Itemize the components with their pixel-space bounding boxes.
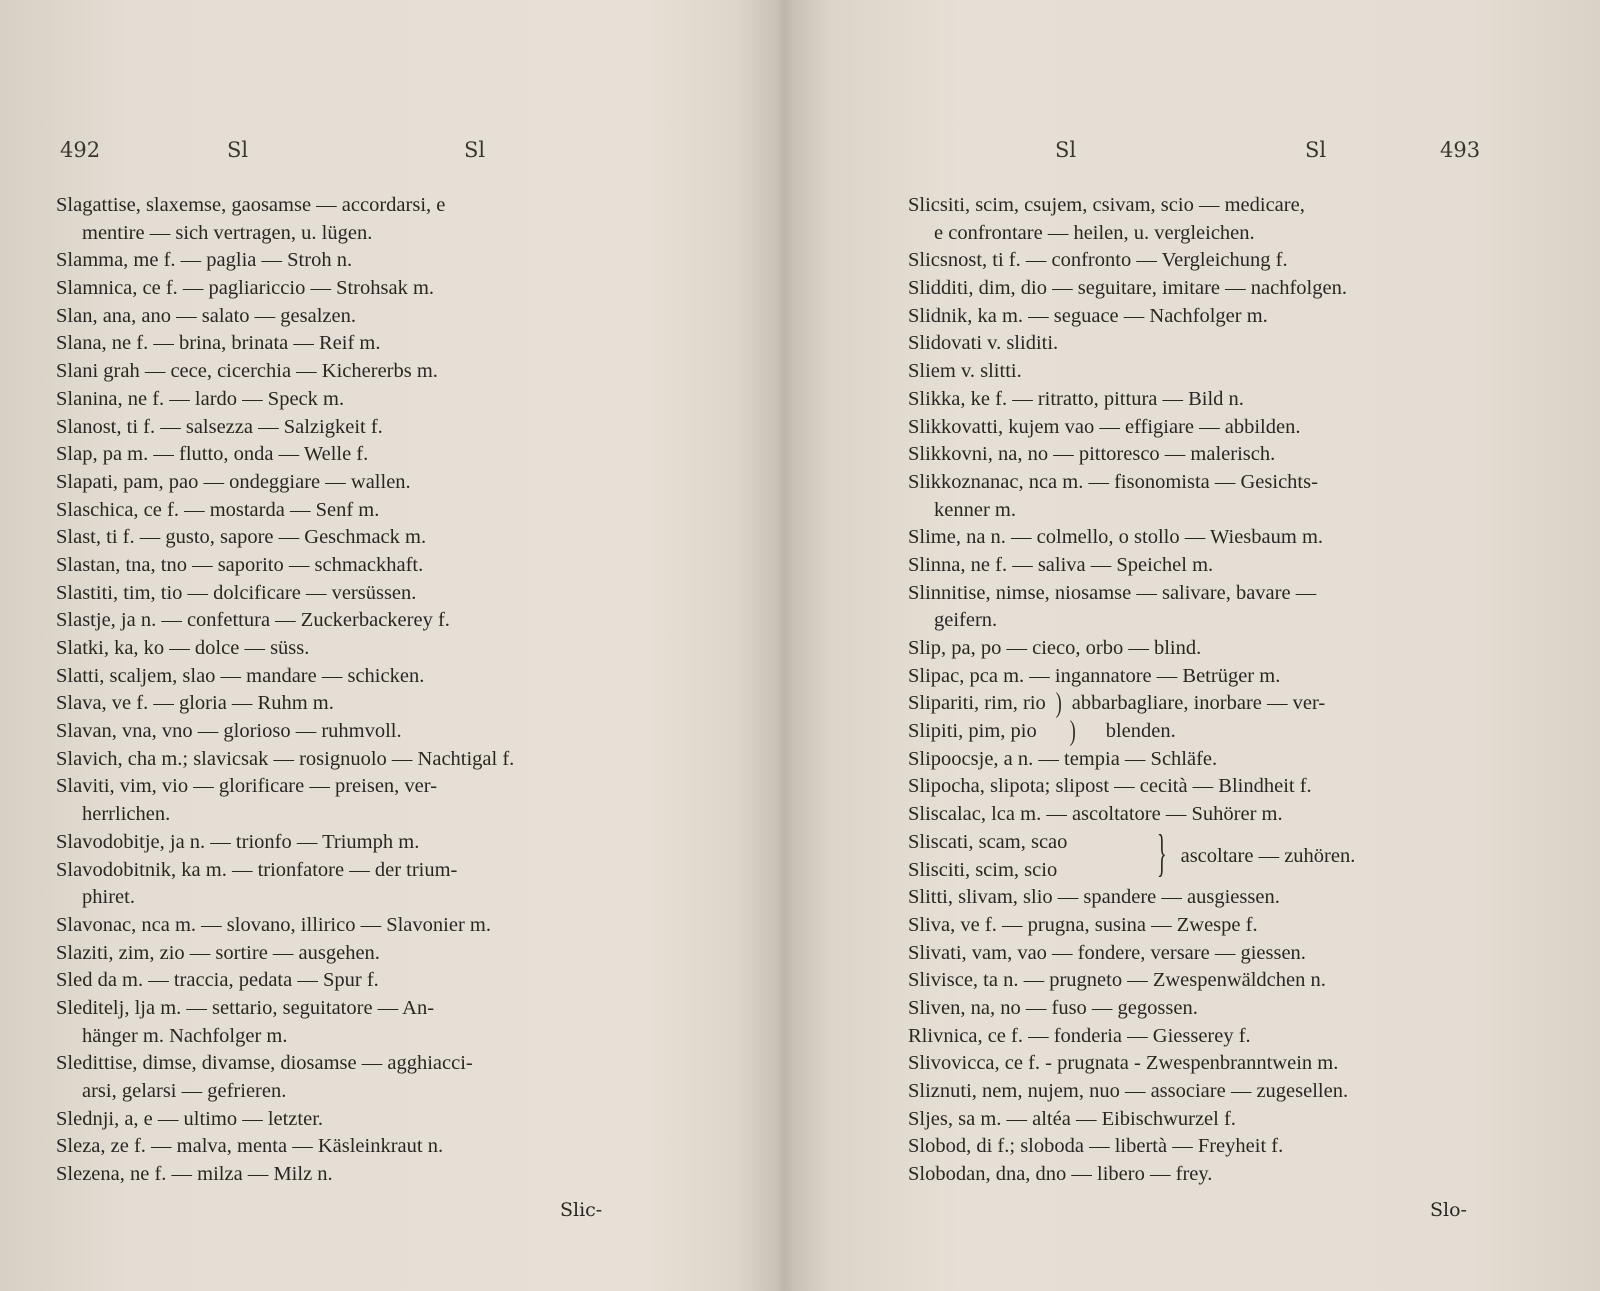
entry-line: geifern. — [934, 609, 998, 632]
entry-line: Slatti, scaljem, slao — mandare — schicken. — [56, 664, 425, 687]
entry-line: Slinna, ne f. — saliva — Speichel m. — [908, 553, 1214, 576]
entry-line: Slamnica, ce f. — pagliariccio — Strohsak m. — [56, 277, 435, 300]
entry-line: Slanost, ti f. — salsezza — Salzigkeit f. — [56, 415, 383, 438]
entry-line: Slamma, me f. — paglia — Stroh n. — [56, 249, 353, 272]
entry-line: herrlichen. — [82, 803, 171, 826]
entry-line: Slobod, di f.; sloboda — libertà — Freyheit f. — [908, 1135, 1284, 1158]
entry-line: Slastje, ja n. — confettura — Zuckerbackerey f. — [56, 609, 450, 632]
entry-line: Sledittise, dimse, divamse, diosamse — agghiacci- — [56, 1052, 473, 1075]
entry-line: Slicsnost, ti f. — confronto — Vergleichung f. — [908, 249, 1288, 272]
entry-line: Slan, ana, ano — salato — gesalzen. — [56, 304, 357, 327]
brace-mark: ) — [1069, 714, 1076, 747]
running-head-right-2: Sl — [1305, 138, 1327, 162]
entry-line: Slast, ti f. — gusto, sapore — Geschmack m. — [56, 526, 427, 549]
entry-line: Slikkovni, na, no — pittoresco — malerisch. — [908, 443, 1276, 466]
entry-line: arsi, gelarsi — gefrieren. — [82, 1080, 287, 1102]
entry-line: Slastan, tna, tno — saporito — schmackhaft. — [56, 553, 424, 576]
entry-line: hänger m. Nachfolger m. — [82, 1024, 288, 1047]
entry-line: Slicsiti, scim, csujem, csivam, scio — medicare, — [908, 194, 1305, 216]
entry-line: Slip, pa, po — cieco, orbo — blind. — [908, 637, 1202, 659]
entry-line: Slava, ve f. — gloria — Ruhm m. — [56, 692, 334, 715]
entry-line: Sljes, sa m. — altéa — Eibischwurzel f. — [908, 1107, 1236, 1130]
entry-line: Slime, na n. — colmello, o stollo — Wiesbaum m. — [908, 526, 1324, 549]
braced-entry-line — [908, 686, 1488, 719]
entry-line: Slidovati v. sliditi. — [908, 332, 1059, 355]
entry-line: Slidnik, ka m. — seguace — Nachfolger m. — [908, 304, 1268, 327]
entry-line: Slapati, pam, pao — ondeggiare — wallen. — [56, 470, 411, 493]
brace-mark: } — [1157, 825, 1167, 883]
entry-line: Slednji, a, e — ultimo — letzter. — [56, 1107, 324, 1130]
entry-line: Slezena, ne f. — milza — Milz n. — [56, 1163, 333, 1186]
running-head-right-1: Sl — [1055, 138, 1077, 162]
entry-line: phiret. — [82, 886, 135, 909]
entry-line: Slobodan, dna, dno — libero — frey. — [908, 1163, 1213, 1186]
left-page — [0, 0, 785, 1291]
entry-line: Sleza, ze f. — malva, menta — Käsleinkraut n. — [56, 1135, 444, 1158]
entry-line: Slaschica, ce f. — mostarda — Senf m. — [56, 498, 380, 521]
entry-line: Slipoocsje, a n. — tempia — Schläfe. — [908, 747, 1218, 770]
entry-line: Slana, ne f. — brina, brinata — Reif m. — [56, 332, 381, 355]
entry-line: Sliem v. slitti. — [908, 360, 1022, 383]
right-page — [785, 0, 1600, 1291]
braced-group-side — [1143, 825, 1356, 884]
brace-mark: ) — [1055, 686, 1062, 719]
braced-headword: Slipariti, rim, rio — [908, 692, 1046, 715]
entry-line: mentire — sich vertragen, u. lügen. — [82, 221, 373, 244]
entry-line: Slani grah — cece, cicerchia — Kichererbs m. — [56, 360, 438, 383]
entry-line: e confrontare — heilen, u. vergleichen. — [934, 221, 1255, 244]
entry-line: Slaviti, vim, vio — glorificare — preisen, ver- — [56, 775, 438, 798]
entry-line: Slikkoznanac, nca m. — fisonomista — Gesichts- — [908, 470, 1318, 493]
entry-line: Slastiti, tim, tio — dolcificare — versüssen. — [56, 581, 417, 604]
entry-line: Slavodobitje, ja n. — trionfo — Triumph m. — [56, 830, 420, 853]
entry-line: Slikka, ke f. — ritratto, pittura — Bild n. — [908, 387, 1244, 410]
entry-line: Sliznuti, nem, nujem, nuo — associare — zugesellen. — [908, 1080, 1349, 1102]
entry-line: Slap, pa m. — flutto, onda — Welle f. — [56, 443, 369, 466]
catchword-left: Slic- — [560, 1199, 603, 1221]
entry-line: Slivovicca, ce f. - prugnata - Zwespenbranntwein m. — [908, 1052, 1339, 1075]
entry-line: Sliven, na, no — fuso — gegossen. — [908, 996, 1198, 1019]
braced-meaning: ascoltare — zuhören. — [1180, 844, 1356, 867]
braced-headword: Sliscati, scam, scao — [908, 830, 1068, 853]
entry-line: Slaziti, zim, zio — sortire — ausgehen. — [56, 941, 380, 964]
braced-headword: Slipiti, pim, pio — [908, 720, 1037, 743]
entry-line: Sliva, ve f. — prugna, susina — Zwespe f. — [908, 913, 1258, 936]
entry-line: Slikkovatti, kujem vao — effigiare — abbilden. — [908, 415, 1301, 438]
entry-line: Rlivnica, ce f. — fonderia — Giesserey f. — [908, 1024, 1251, 1047]
entry-line: Slidditi, dim, dio — seguitare, imitare — nachfolgen. — [908, 277, 1347, 300]
entry-line: Slivisce, ta n. — prugneto — Zwespenwäldchen n. — [908, 969, 1326, 992]
entry-line: Slipocha, slipota; slipost — cecità — Blindheit f. — [908, 775, 1312, 798]
left-entries — [56, 192, 636, 1189]
entry-line: Slipac, pca m. — ingannatore — Betrüger m. — [908, 664, 1281, 687]
entry-line: Slagattise, slaxemse, gaosamse — accordarsi, e — [56, 194, 446, 216]
braced-meaning: blenden. — [1105, 720, 1176, 743]
entry-line: Slavonac, nca m. — slovano, illirico — Slavonier m. — [56, 913, 491, 936]
entry-line: Slanina, ne f. — lardo — Speck m. — [56, 387, 345, 410]
braced-group — [908, 825, 1488, 884]
entry-line: Sliscalac, lca m. — ascoltatore — Suhörer m. — [908, 803, 1283, 826]
entry-line: Slavich, cha m.; slavicsak — rosignuolo — Nachtigal f. — [56, 747, 515, 770]
braced-entry-line — [908, 714, 1488, 747]
braced-meaning: abbarbagliare, inorbare — ver- — [1071, 692, 1326, 715]
entry-line: Slinnitise, nimse, niosamse — salivare, bavare — — [908, 581, 1317, 604]
entry-line: Slavodobitnik, ka m. — trionfatore — der trium- — [56, 858, 458, 881]
catchword-right: Slo- — [1430, 1199, 1467, 1221]
entry-line: Slitti, slivam, slio — spandere — ausgiessen. — [908, 886, 1280, 909]
entry-line: kenner m. — [934, 498, 1016, 521]
entry-line: Sled da m. — traccia, pedata — Spur f. — [56, 969, 379, 992]
page-number-right: 493 — [1440, 138, 1481, 162]
running-head-left-2: Sl — [464, 138, 486, 162]
entry-line: Slavan, vna, vno — glorioso — ruhmvoll. — [56, 720, 402, 743]
right-entries — [908, 192, 1488, 1189]
page-number-left: 492 — [60, 138, 101, 162]
running-head-left-1: Sl — [227, 138, 249, 162]
entry-line: Sleditelj, lja m. — settario, seguitatore — An- — [56, 996, 435, 1019]
entry-line: Slatki, ka, ko — dolce — süss. — [56, 637, 310, 659]
braced-headword: Slisciti, scim, scio — [908, 858, 1058, 881]
entry-line: Slivati, vam, vao — fondere, versare — giessen. — [908, 941, 1306, 964]
